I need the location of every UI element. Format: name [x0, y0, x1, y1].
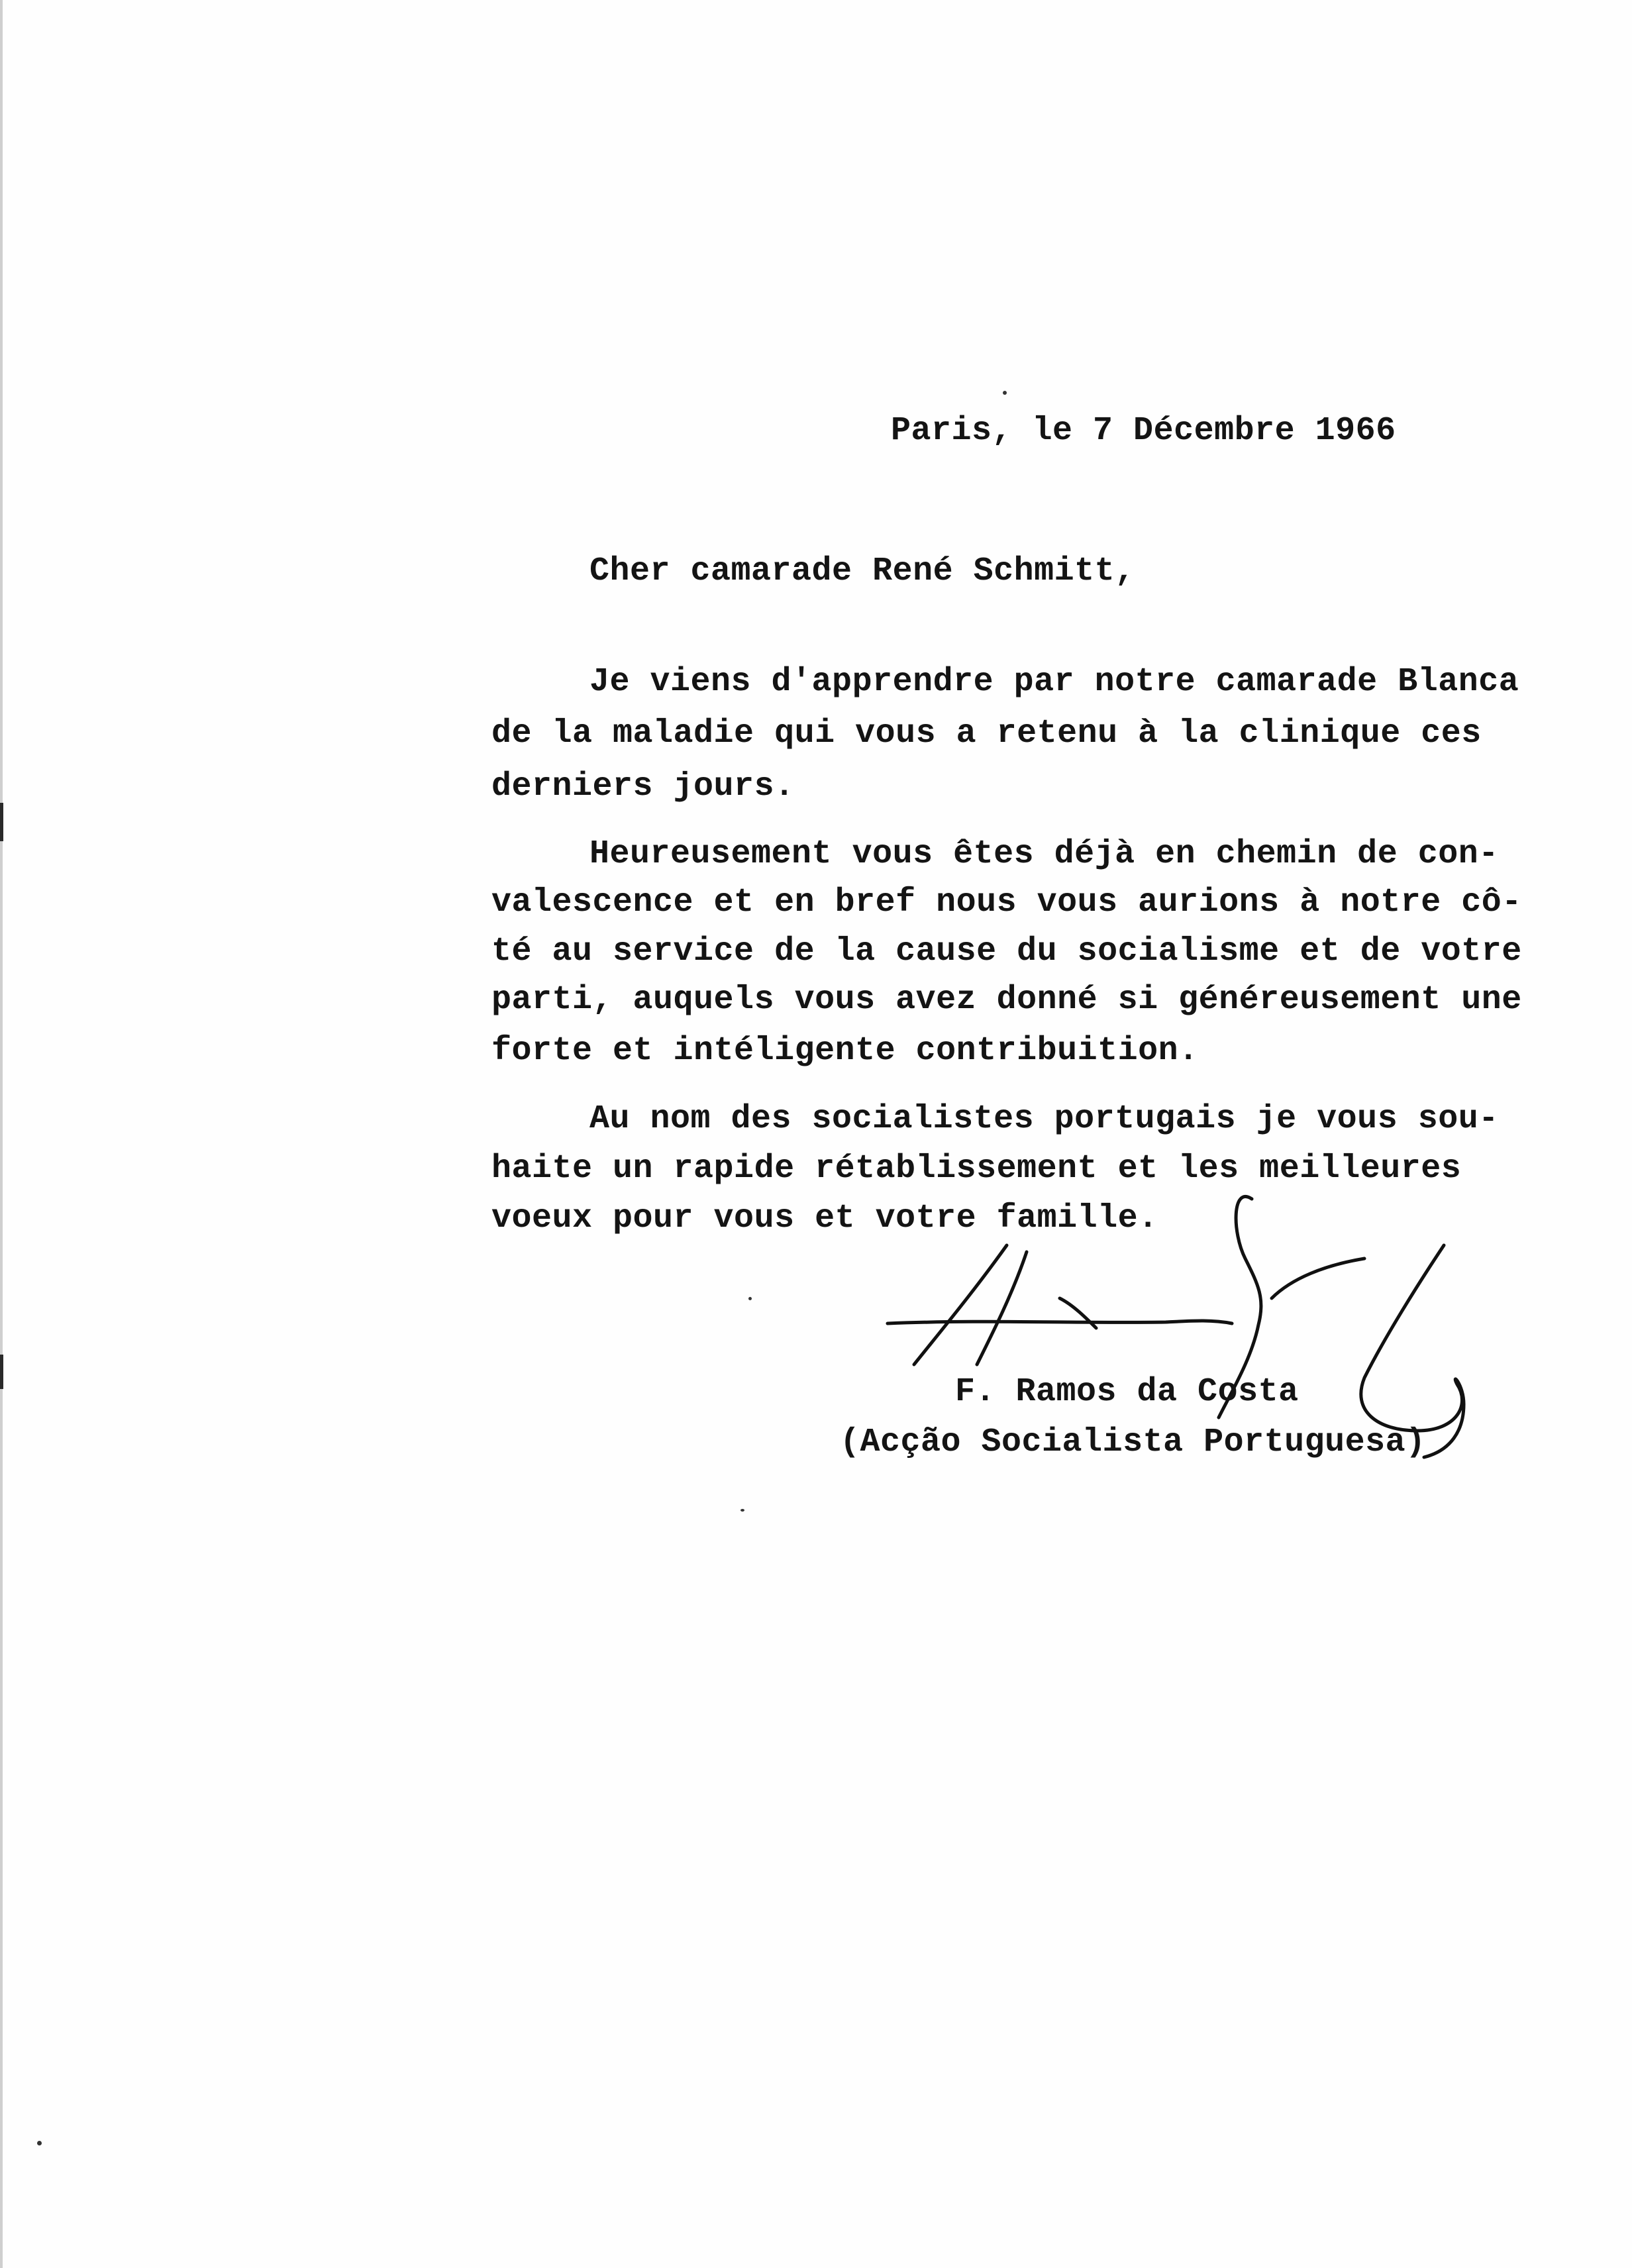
paragraph-line: Heureusement vous êtes déjà en chemin de con-	[589, 835, 1499, 873]
paragraph-line: haite un rapide rétablissement et les meilleures	[491, 1150, 1462, 1188]
salutation: Cher camarade René Schmitt,	[589, 552, 1135, 590]
speck	[37, 2141, 42, 2145]
speck	[740, 1509, 744, 1512]
speck	[1003, 391, 1007, 395]
paragraph-line: voeux pour vous et votre famille.	[491, 1200, 1158, 1237]
paragraph-line: Au nom des socialistes portugais je vous sou-	[589, 1100, 1499, 1138]
paragraph-line: Je viens d'apprendre par notre camarade Blanca	[589, 663, 1519, 701]
paragraph-line: de la maladie qui vous a retenu à la clinique ces	[491, 715, 1482, 752]
paragraph-line: derniers jours.	[491, 768, 795, 805]
paragraph-line: forte et intéligente contribuition.	[491, 1032, 1199, 1070]
signature-stroke	[977, 1252, 1027, 1365]
signatory-org: (Acção Socialista Portuguesa)	[840, 1423, 1426, 1461]
signature-stroke	[1272, 1259, 1364, 1298]
speck	[748, 1297, 752, 1300]
paragraph-line: té au service de la cause du socialisme et de votre	[491, 933, 1522, 970]
paragraph-line: parti, auquels vous avez donné si généreusement une	[491, 981, 1522, 1019]
edge-mark	[0, 803, 3, 841]
edge-mark	[0, 1355, 3, 1389]
signature-stroke	[888, 1321, 1232, 1323]
date-line: Paris, le 7 Décembre 1966	[891, 412, 1396, 450]
paragraph-line: valescence et en bref nous vous aurions à notre cô-	[491, 884, 1522, 921]
edge-mark	[0, 0, 3, 2268]
signature-stroke	[914, 1245, 1007, 1365]
signatory-name: F. Ramos da Costa	[955, 1373, 1299, 1411]
